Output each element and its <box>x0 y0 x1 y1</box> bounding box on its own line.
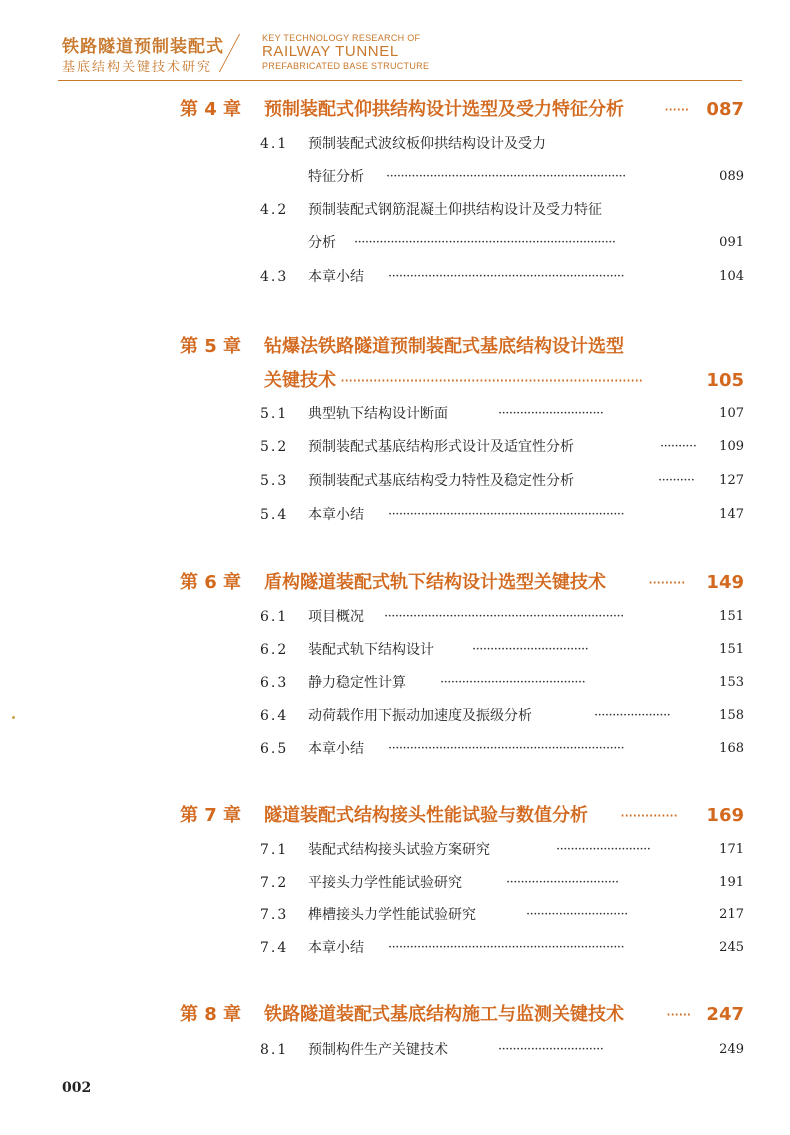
leader-dots: ···························· <box>526 907 628 922</box>
toc-section-7-3[interactable] <box>260 904 744 926</box>
chapter-number: 第 4 章 <box>180 99 242 120</box>
section-page: 168 <box>719 741 744 756</box>
leader-dots: ········································································ <box>354 235 616 250</box>
section-number: 4.1 <box>260 136 289 152</box>
section-title: 装配式结构接头试验方案研究 <box>308 842 490 858</box>
section-title: 动荷载作用下振动加速度及振级分析 <box>308 708 532 724</box>
section-number: 5.1 <box>260 406 289 422</box>
chapter-number: 第 6 章 <box>180 572 242 593</box>
header-rule <box>58 80 742 81</box>
book-subtitle-cn: 基底结构关键技术研究 <box>62 60 213 75</box>
section-title: 本章小结 <box>308 269 364 285</box>
book-title-en-line2: RAILWAY TUNNEL <box>262 43 399 60</box>
section-title: 预制构件生产关键技术 <box>308 1042 448 1058</box>
section-title: 本章小结 <box>308 741 364 757</box>
leader-dots: ······ <box>666 1005 691 1024</box>
leader-dots: ·························· <box>556 842 651 857</box>
section-number: 5.4 <box>260 507 289 523</box>
leader-dots: ································································· <box>388 507 625 522</box>
section-title: 预制装配式波纹板仰拱结构设计及受力 <box>308 136 546 152</box>
section-number: 7.3 <box>260 907 289 923</box>
section-number: 4.3 <box>260 269 289 285</box>
section-page: 127 <box>719 473 744 488</box>
leader-dots: ································································· <box>388 940 625 955</box>
toc-section-8-1[interactable] <box>260 1039 744 1061</box>
chapter-number: 第 7 章 <box>180 805 242 826</box>
chapter-number: 第 8 章 <box>180 1004 242 1025</box>
section-number: 6.4 <box>260 708 289 724</box>
section-page: 171 <box>719 842 744 857</box>
chapter-page: 105 <box>706 370 744 391</box>
section-page: 104 <box>719 269 744 284</box>
margin-speck <box>12 716 15 719</box>
section-title: 预制装配式钢筋混凝土仰拱结构设计及受力特征 <box>308 202 602 218</box>
chapter-title: 盾构隧道装配式轨下结构设计选型关键技术 <box>264 572 606 593</box>
toc-chapter-8[interactable] <box>180 1001 744 1029</box>
toc-chapter-6[interactable] <box>180 569 744 597</box>
section-page: 249 <box>719 1042 744 1057</box>
section-title: 项目概况 <box>308 609 364 625</box>
section-title-cont: 特征分析 <box>308 169 364 185</box>
toc-section-6-5[interactable] <box>260 738 744 760</box>
toc-section-4-1[interactable] <box>260 133 744 155</box>
section-page: 089 <box>719 169 744 184</box>
book-title-cn: 铁路隧道预制装配式 <box>62 37 224 57</box>
leader-dots: ·········································································· <box>340 371 643 390</box>
leader-dots: ······························· <box>506 875 619 890</box>
section-page: 245 <box>719 940 744 955</box>
leader-dots: ····························· <box>498 1042 604 1057</box>
section-number: 6.2 <box>260 642 289 658</box>
toc-section-6-4[interactable] <box>260 705 744 727</box>
section-page: 151 <box>719 642 744 657</box>
toc-section-4-2-cont[interactable] <box>260 232 744 254</box>
leader-dots: ································································· <box>388 741 625 756</box>
book-title-en-line1: KEY TECHNOLOGY RESEARCH OF <box>262 33 421 43</box>
section-number: 5.3 <box>260 473 289 489</box>
section-title: 本章小结 <box>308 940 364 956</box>
toc-section-7-4[interactable] <box>260 937 744 959</box>
leader-dots: ·········· <box>658 473 695 488</box>
section-title: 平接头力学性能试验研究 <box>308 875 462 891</box>
toc-section-6-3[interactable] <box>260 672 744 694</box>
leader-dots: ·································································· <box>386 169 626 184</box>
toc-section-5-4[interactable] <box>260 504 744 526</box>
section-number: 8.1 <box>260 1042 289 1058</box>
chapter-page: 149 <box>706 572 744 593</box>
section-title: 装配式轨下结构设计 <box>308 642 434 658</box>
section-page: 147 <box>719 507 744 522</box>
section-number: 7.1 <box>260 842 289 858</box>
section-page: 091 <box>719 235 744 250</box>
leader-dots: ·································································· <box>384 609 624 624</box>
leader-dots: ····························· <box>498 406 604 421</box>
section-number: 6.1 <box>260 609 289 625</box>
section-number: 6.5 <box>260 741 289 757</box>
toc-chapter-5[interactable] <box>180 333 744 361</box>
leader-dots: ········································ <box>440 675 586 690</box>
section-page: 107 <box>719 406 744 421</box>
section-title: 预制装配式基底结构受力特性及稳定性分析 <box>308 473 574 489</box>
section-page: 158 <box>719 708 744 723</box>
chapter-title: 隧道装配式结构接头性能试验与数值分析 <box>264 805 588 826</box>
chapter-page: 087 <box>706 99 744 120</box>
leader-dots: ······ <box>664 100 689 119</box>
leader-dots: ································································· <box>388 269 625 284</box>
section-page: 191 <box>719 875 744 890</box>
leader-dots: ·········· <box>660 439 697 454</box>
section-page: 217 <box>719 907 744 922</box>
section-number: 7.2 <box>260 875 289 891</box>
toc-chapter-7[interactable] <box>180 802 744 830</box>
section-title: 预制装配式基底结构形式设计及适宜性分析 <box>308 439 574 455</box>
toc-section-5-2[interactable] <box>260 436 744 458</box>
toc-section-6-2[interactable] <box>260 639 744 661</box>
toc-section-7-1[interactable] <box>260 839 744 861</box>
toc-section-4-3[interactable] <box>260 266 744 288</box>
section-page: 109 <box>719 439 744 454</box>
toc-section-4-1-cont[interactable] <box>260 166 744 188</box>
section-title: 典型轨下结构设计断面 <box>308 406 448 422</box>
chapter-page: 247 <box>706 1004 744 1025</box>
toc-chapter-5-cont[interactable] <box>180 367 744 395</box>
section-title: 本章小结 <box>308 507 364 523</box>
toc-section-4-2[interactable] <box>260 199 744 221</box>
chapter-title-cont: 关键技术 <box>264 370 336 391</box>
section-title: 榫槽接头力学性能试验研究 <box>308 907 476 923</box>
chapter-title: 预制装配式仰拱结构设计选型及受力特征分析 <box>264 99 624 120</box>
toc-section-6-1[interactable] <box>260 606 744 628</box>
leader-dots: ········· <box>648 573 685 592</box>
section-title: 静力稳定性计算 <box>308 675 406 691</box>
section-number: 4.2 <box>260 202 289 218</box>
chapter-title: 钻爆法铁路隧道预制装配式基底结构设计选型 <box>264 336 624 357</box>
page-number: 002 <box>62 1080 92 1096</box>
toc-section-7-2[interactable] <box>260 872 744 894</box>
section-number: 5.2 <box>260 439 289 455</box>
chapter-page: 169 <box>706 805 744 826</box>
toc-section-5-3[interactable] <box>260 470 744 492</box>
book-title-en-line3: PREFABRICATED BASE STRUCTURE <box>262 61 430 71</box>
toc-chapter-4[interactable] <box>180 96 744 124</box>
leader-dots: ····················· <box>594 708 671 723</box>
leader-dots: ································ <box>472 642 589 657</box>
section-title-cont: 分析 <box>308 235 336 251</box>
leader-dots: ·············· <box>620 806 678 825</box>
section-page: 151 <box>719 609 744 624</box>
toc-section-5-1[interactable] <box>260 403 744 425</box>
chapter-title: 铁路隧道装配式基底结构施工与监测关键技术 <box>264 1004 624 1025</box>
section-number: 7.4 <box>260 940 289 956</box>
chapter-number: 第 5 章 <box>180 336 242 357</box>
section-number: 6.3 <box>260 675 289 691</box>
section-page: 153 <box>719 675 744 690</box>
